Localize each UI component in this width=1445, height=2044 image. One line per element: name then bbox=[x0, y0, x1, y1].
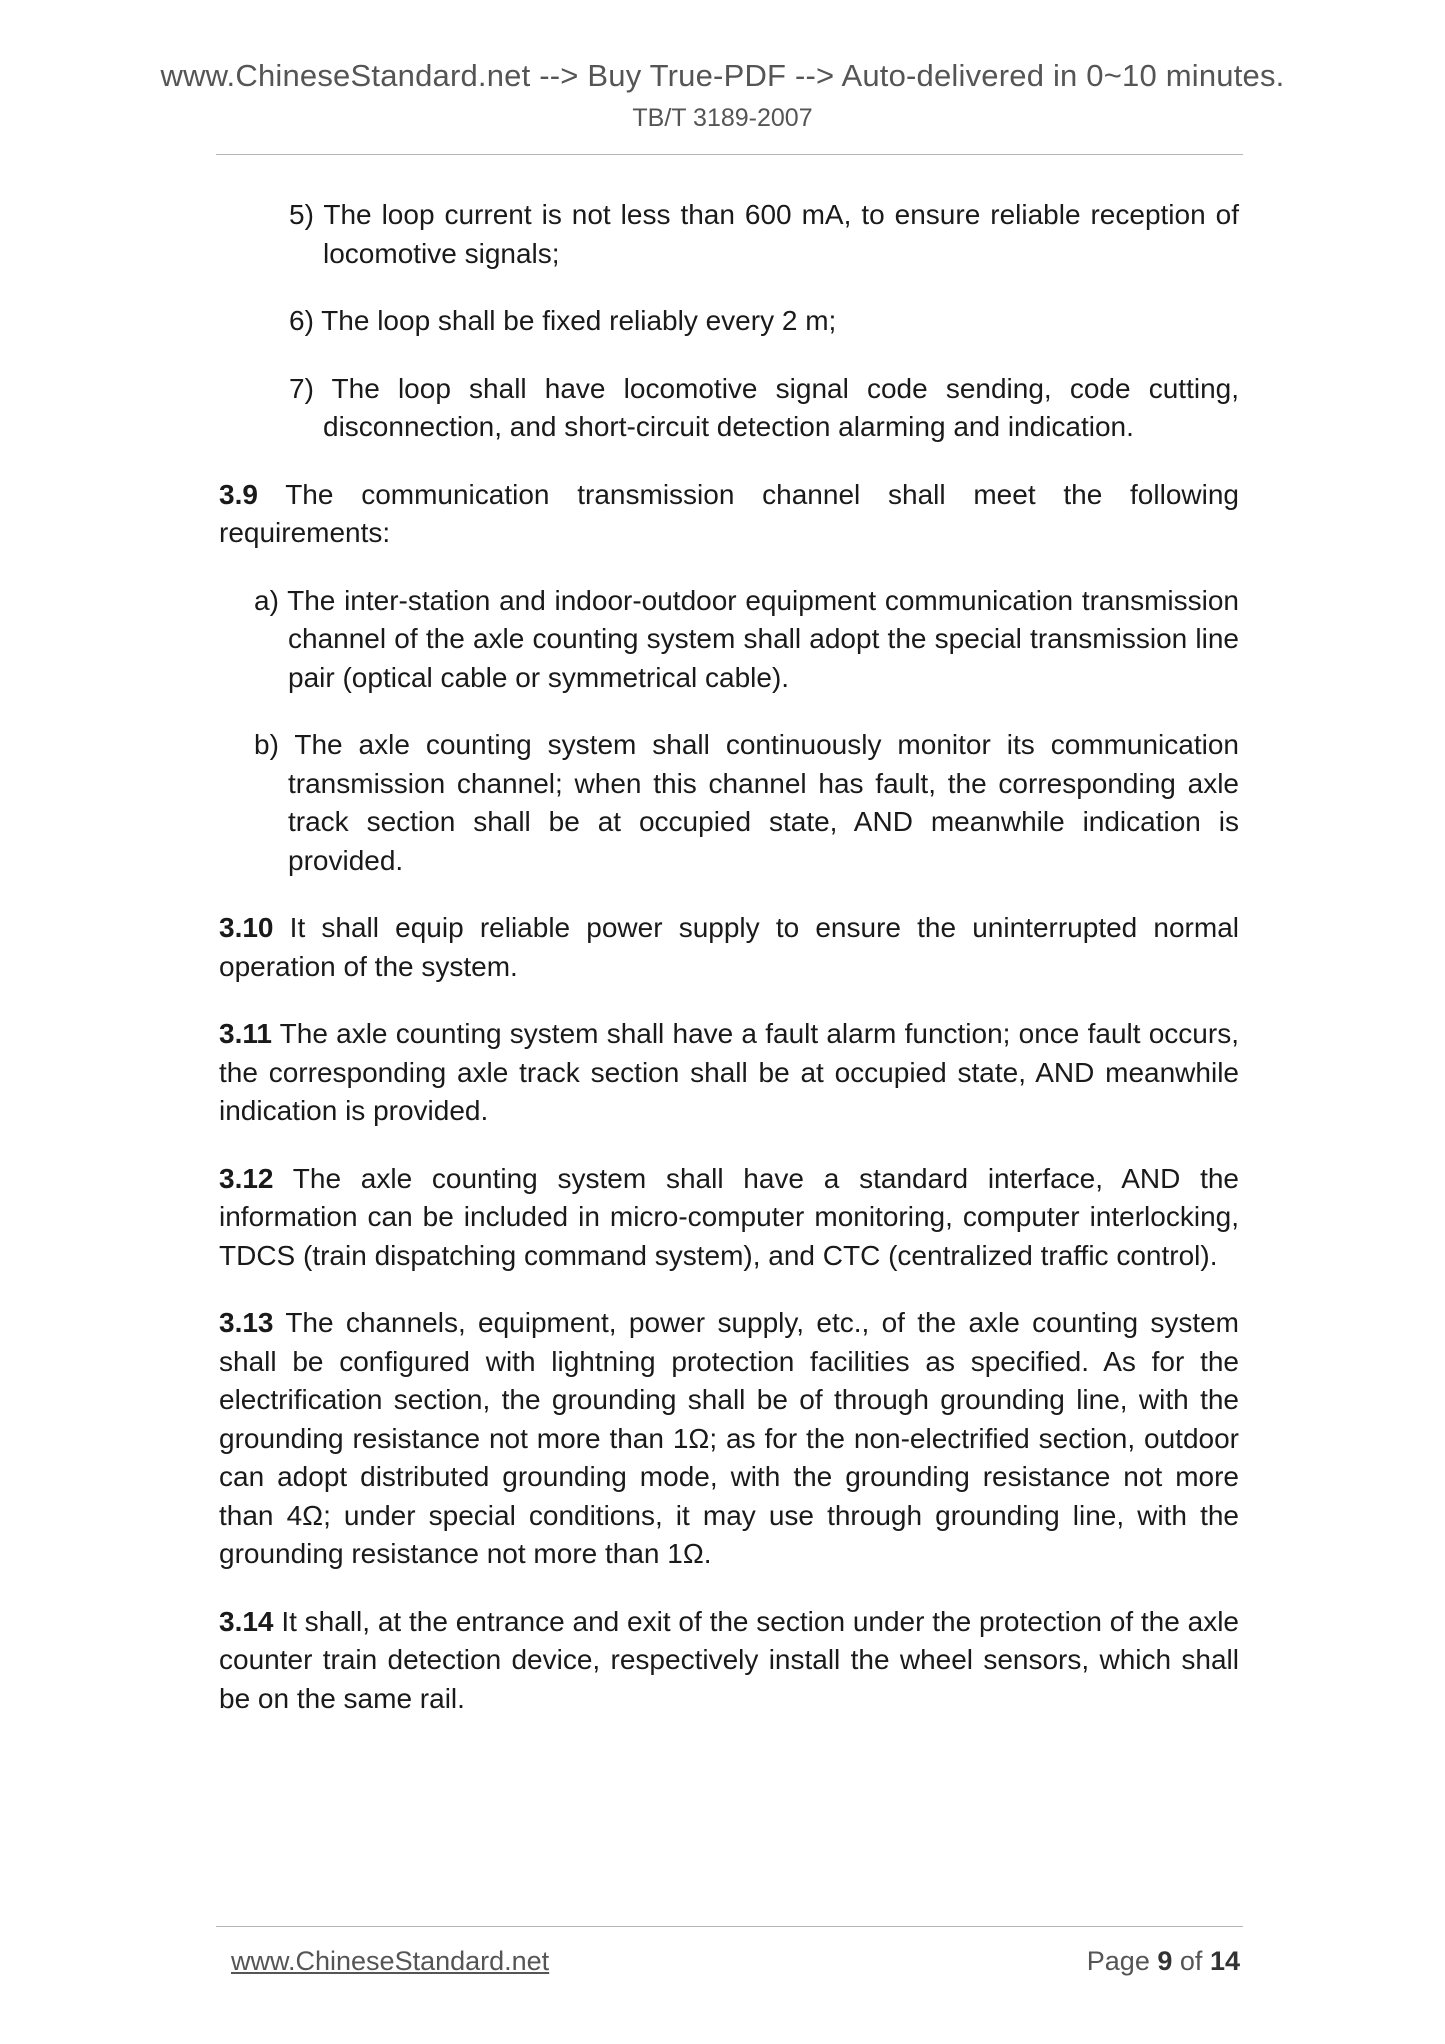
clause-text: The axle counting system shall have a fault alarm function; once fault occurs, the corresponding axle track section shall be at occupied state, AND meanwhile indication is provided. bbox=[219, 1018, 1239, 1126]
page-label: Page bbox=[1086, 1946, 1150, 1976]
clause-3-13 bbox=[219, 1304, 1239, 1574]
footer-divider bbox=[216, 1926, 1243, 1927]
clause-text: The channels, equipment, power supply, etc., of the axle counting system shall be configured with lightning protection facilities as specified. As for the electrification section, the grounding shall be of through grounding line, with the grounding resistance not more than 1Ω; as for the non-electrified section, outdoor can adopt distributed grounding mode, with the grounding resistance not more than 4Ω; under special conditions, it may use through grounding line, with the grounding resistance not more than 1Ω. bbox=[219, 1307, 1239, 1569]
clause-3-12 bbox=[219, 1160, 1239, 1276]
clause-3-10 bbox=[219, 909, 1239, 986]
page-number bbox=[1087, 1946, 1240, 1977]
list-item-7: 7) The loop shall have locomotive signal code sending, code cutting, disconnection, and short-circuit detection alarming and indication. bbox=[289, 372, 1239, 442]
clause-3-9 bbox=[219, 476, 1239, 553]
clause-text: It shall, at the entrance and exit of the section under the protection of the axle counter train detection device, respectively install the wheel sensors, which shall be on the same rail. bbox=[219, 1605, 1239, 1714]
standard-code: TB/T 3189-2007 bbox=[632, 104, 813, 132]
footer-site-link[interactable]: www.ChineseStandard.net bbox=[231, 1946, 550, 1976]
clause-3-11 bbox=[219, 1015, 1239, 1131]
sub-item-b: b) The axle counting system shall continuously monitor its communication transmission channel; when this channel has fault, the corresponding axle track section shall be at occupied state, AND meanwhile indication is provided. bbox=[254, 729, 1239, 876]
document-body bbox=[219, 196, 1239, 1747]
clause-text: The communication transmission channel shall meet the following requirements: bbox=[219, 478, 1239, 548]
clause-text: The axle counting system shall have a standard interface, AND the information can be included in micro-computer monitoring, computer interlocking, TDCS (train dispatching command system), and CTC (centralized traffic control). bbox=[219, 1162, 1240, 1271]
list-item-5: 5) The loop current is not less than 600 mA, to ensure reliable reception of locomotive signals; bbox=[289, 199, 1239, 269]
clause-number: 3.11 bbox=[219, 1018, 272, 1049]
list-item-6: 6) The loop shall be fixed reliably every 2 m; bbox=[289, 305, 837, 336]
clause-number: 3.12 bbox=[219, 1162, 274, 1194]
clause-text: It shall equip reliable power supply to ensure the uninterrupted normal operation of the system. bbox=[219, 912, 1239, 982]
sub-item-a: a) The inter-station and indoor-outdoor equipment communication transmission channel of the axle counting system shall adopt the special transmission line pair (optical cable or symmetrical cable). bbox=[254, 584, 1239, 693]
clause-3-14 bbox=[219, 1603, 1239, 1719]
clause-number: 3.9 bbox=[219, 478, 258, 510]
header-divider bbox=[216, 154, 1243, 155]
header-banner: www.ChineseStandard.net --> Buy True-PDF --> Auto-delivered in 0~10 minutes. bbox=[160, 58, 1285, 93]
page-current: 9 bbox=[1157, 1946, 1173, 1976]
clause-number: 3.10 bbox=[219, 912, 274, 943]
page-total: 14 bbox=[1209, 1946, 1240, 1976]
clause-number: 3.14 bbox=[219, 1605, 274, 1637]
clause-number: 3.13 bbox=[219, 1307, 274, 1338]
page-of: of bbox=[1179, 1946, 1203, 1976]
